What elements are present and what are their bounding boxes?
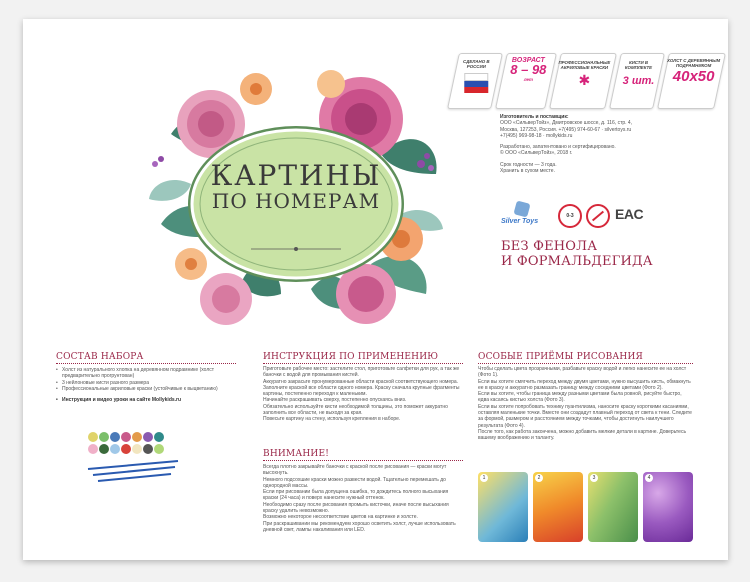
divider xyxy=(56,363,236,364)
divider xyxy=(263,460,463,461)
age-warning-icon xyxy=(558,204,582,228)
silvertoys-logo xyxy=(501,202,549,230)
instruction-paragraph: Повесьте картину на стену, используя крепления в наборе. xyxy=(263,416,401,423)
manufacturer-line: ООО «СильверТойз», Дмитровское шоссе, д. 116, стр. 4, xyxy=(500,120,633,127)
brushes-label: КИСТИ В КОМПЛЕКТЕ xyxy=(624,60,653,70)
cube-icon xyxy=(513,200,530,217)
photo-pointillism: 4 xyxy=(643,472,693,542)
storage-line: Срок годности — 3 года. xyxy=(500,161,557,168)
video-link[interactable]: • Инструкция и видео уроки на сайте Mollykids.ru xyxy=(56,397,182,404)
cover-title-line1: КАРТИНЫ xyxy=(210,159,382,192)
technique-paragraph: Если вы хотите попробовать технику пуантилизма, наносите краску короткими касаниями, оставляя маленькие точки. Вместе они создадут плавный переход от света к тени. Следите за формой, размером и расстоянием между точками, чтобы достигнуть наилучшего результата (Фото 4). xyxy=(478,403,692,429)
instructions-title: ИНСТРУКЦИЯ ПО ПРИМЕНЕНИЮ xyxy=(263,352,439,362)
canvas-badge xyxy=(657,53,726,109)
paints-badge xyxy=(549,53,617,109)
contents-item: • 3 нейлоновые кисти разного размера xyxy=(56,379,149,386)
attention-paragraph: Всегда плотно закрывайте баночки с краской после рисования — краски могут высохнуть. xyxy=(263,464,447,477)
contents-list xyxy=(56,367,246,403)
age-unit: лет xyxy=(523,77,533,82)
technique-photos xyxy=(478,472,693,542)
license-line: Разработано, запатентовано и сертифицировано. xyxy=(500,144,616,151)
age-mark: 0-3 xyxy=(566,213,574,219)
photo-soft-blend: 2 xyxy=(533,472,583,542)
age-label: ВОЗРАСТ xyxy=(511,57,545,64)
instruction-paragraph: Аккуратно закрасьте пронумерованные области краской соответствующего номера. xyxy=(263,378,459,385)
cover-title-line2: ПО НОМЕРАМ xyxy=(211,189,381,213)
safety-text xyxy=(501,239,653,269)
photo-sharp-edge: 3 xyxy=(588,472,638,542)
made-label: СДЕЛАНО В РОССИИ xyxy=(463,59,490,69)
photo-transparency: 1 xyxy=(478,472,528,542)
instruction-paragraph: Приготовьте рабочее место: застелите стол, приготовьте салфетки для рук, а так же баночки с водой для промывания кистей. xyxy=(263,366,460,379)
technique-paragraph: Если вы хотите, чтобы граница между разными цветами была ровной, рисуйте быстро, едва касаясь кистью холста (Фото 3). xyxy=(478,391,682,404)
age-badge xyxy=(495,53,557,109)
paint-pots xyxy=(88,432,164,454)
safety-line1: БЕЗ ФЕНОЛА xyxy=(501,239,598,254)
eac-mark: EAC xyxy=(615,206,644,222)
instruction-paragraph: Заполните краской все области одного номера. Краску сначала крупные фрагменты картины, постепенно переходя к маленьким. xyxy=(263,384,460,398)
brushes-value: 3 шт. xyxy=(622,75,655,87)
box-layout xyxy=(23,19,728,560)
age-value: 8 – 98 xyxy=(510,62,547,77)
instructions-text xyxy=(263,366,463,423)
attention-paragraph: Возможно некоторое несоответствие цветов на картинке и холсте. xyxy=(263,514,418,521)
no-small-parts-icon xyxy=(586,204,610,228)
attention-title: ВНИМАНИЕ! xyxy=(263,449,330,459)
paint-splash-icon: ✱ xyxy=(578,72,591,88)
canvas-value: 40х50 xyxy=(672,68,715,85)
manufacturer-line: +7(495) 969-98-18 · mollykids.ru xyxy=(500,132,573,139)
divider xyxy=(263,363,463,364)
attention-text xyxy=(263,464,463,533)
brand-name: Silver Toys xyxy=(501,218,539,225)
instruction-paragraph: Начинайте раскрашивать сверху, постепенно опускаясь вниз. xyxy=(263,397,407,404)
contents-item: • Профессиональные акриловые краски (устойчивые к выцветанию) xyxy=(56,385,218,392)
contents-item: • Холст из натурального хлопка на деревянном подрамнике (холст предварительно прогрунтован) xyxy=(56,367,215,380)
paints-label: ПРОФЕССИОНАЛЬНЫЕ АКРИЛОВЫЕ КРАСКИ xyxy=(558,60,611,70)
attention-paragraph: Немного подсохшие краски можно развести водой. Тщательно перемешать до однородной массы. xyxy=(263,476,446,489)
canvas-label: ХОЛСТ С ДЕРЕВЯННЫМ ПОДРАМНИКОМ xyxy=(667,58,721,68)
paint-kit-illustration xyxy=(83,429,183,489)
manufacturer-block xyxy=(500,114,715,174)
safety-line2: И ФОРМАЛЬДЕГИДА xyxy=(501,254,653,269)
instruction-paragraph: Обязательно используйте кисти необходимой толщины, это поможет аккуратно заполнить все области, не выходя за края. xyxy=(263,403,448,417)
technique-paragraph: После того, как работа закончена, можно добавить мелкие детали в картине. Доверьтесь вашему воображению и таланту. xyxy=(478,428,687,442)
license-line: © ООО «СильверТойз», 2018 г. xyxy=(500,150,573,157)
techniques-text xyxy=(478,366,693,442)
attention-paragraph: При раскрашивании мы рекомендуем хорошо осветить холст, лучше использовать дневной свет, лампы накаливания или LED. xyxy=(263,520,456,533)
info-badges xyxy=(453,53,721,113)
contents-title: СОСТАВ НАБОРА xyxy=(56,352,144,362)
manufacturer-line: Москва, 127253, Россия. +7(495) 974-60-67 · silvertoys.ru xyxy=(500,126,632,133)
storage-line: Хранить в сухом месте. xyxy=(500,168,555,175)
techniques-title: ОСОБЫЕ ПРИЁМЫ РИСОВАНИЯ xyxy=(478,352,643,362)
attention-paragraph: Необходимо сразу после рисования промыть кисточки, иначе после высыхания краску удалить невозможно. xyxy=(263,501,449,515)
russia-flag-icon xyxy=(464,73,488,91)
divider xyxy=(478,363,693,364)
manufacturer-heading: Изготовитель и поставщик: xyxy=(500,114,569,120)
technique-paragraph: Если вы хотите смягчить переход между двумя цветами, нужно высушить кисть, обмакнуть ее в краску и аккуратно размазать границу между соседними цветами (Фото 2). xyxy=(478,378,691,391)
made-in-russia-badge xyxy=(447,53,503,109)
brushes-badge xyxy=(609,53,665,109)
technique-paragraph: Чтобы сделать цвета прозрачными, разбавьте краску водой и легко нанесите ее на холст (Фото 1). xyxy=(478,366,687,379)
attention-paragraph: Если при рисовании была допущена ошибка, то дождитесь полного высыхания краски (24 часа) и поверх нанесите нужный оттенок. xyxy=(263,489,449,502)
